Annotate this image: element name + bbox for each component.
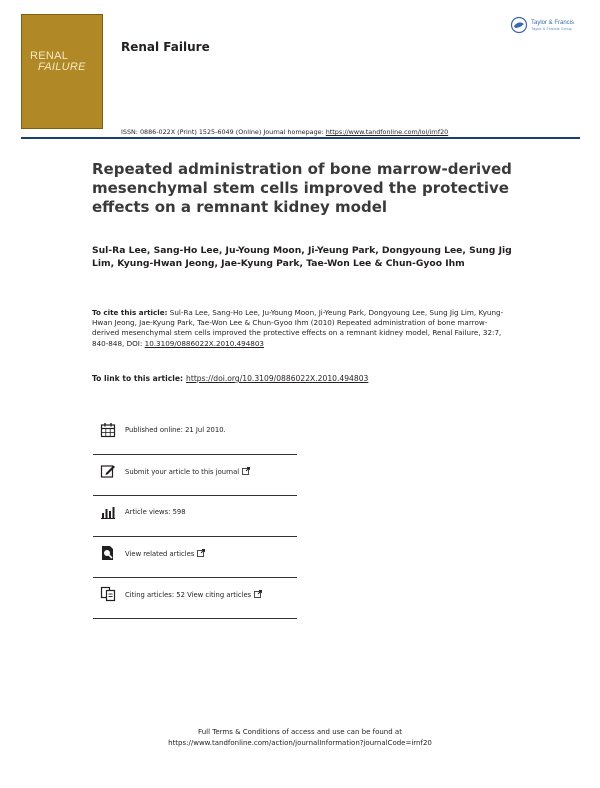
citation-label: To cite this article: <box>92 308 168 317</box>
article-views-row <box>93 496 297 537</box>
journal-cover <box>21 14 103 129</box>
publisher-name: Taylor & Francis <box>531 19 575 26</box>
issn-line <box>121 128 448 136</box>
cover-title-line2: FAILURE <box>38 61 86 73</box>
submit-article-link[interactable] <box>125 467 250 476</box>
footer-terms-link[interactable]: https://www.tandfonline.com/action/journalInformation?journalCode=irnf20 <box>168 739 432 747</box>
cover-title-line1: RENAL <box>30 50 69 62</box>
citation-doi-link[interactable]: 10.3109/0886022X.2010.494803 <box>144 338 265 348</box>
submit-article-text: Submit your article to this journal <box>125 468 240 476</box>
published-online-row <box>93 414 297 455</box>
journal-name: Renal Failure <box>121 40 210 54</box>
related-articles-text: View related articles <box>125 550 195 558</box>
edit-icon <box>100 463 116 479</box>
publisher-logo[interactable] <box>510 16 574 34</box>
citing-articles-row[interactable] <box>93 578 297 619</box>
citation-block <box>92 308 512 349</box>
publisher-globe-icon <box>510 16 528 34</box>
calendar-icon <box>100 422 116 438</box>
article-link-label: To link to this article: <box>92 374 184 383</box>
journal-homepage-link[interactable]: https://www.tandfonline.com/loi/irnf20 <box>325 128 449 136</box>
related-articles-link[interactable] <box>125 549 205 558</box>
article-views-text: Article views: 598 <box>125 508 186 516</box>
publisher-group: Taylor & Francis Group <box>531 25 572 31</box>
article-authors: Sul-Ra Lee, Sang-Ho Lee, Ju-Young Moon, Ji-Yeung Park, Dongyoung Lee, Sung Jig Lim, Kyung-Hwan Jeong, Jae-Kyung Park, Tae-Won Lee & Chun-Gyoo Ihm <box>92 245 512 269</box>
published-online-text: Published online: 21 Jul 2010. <box>125 426 226 434</box>
bar-chart-icon <box>100 504 116 520</box>
citation-text: Sul-Ra Lee, Sang-Ho Lee, Ju-Young Moon, Ji-Yeung Park, Dongyoung Lee, Sung Jig Lim, Kyung-Hwan Jeong, Jae-Kyung Park, Tae-Won Lee & Chun-Gyoo Ihm (2010) Repeated administration of bone marrow-derived mesenchymal stem cells improved the protective effects on a remnant kidney model, Renal Failure, 32:7, 840-848, DOI: <box>92 308 504 348</box>
citing-articles-icon <box>100 586 116 602</box>
header-divider <box>21 137 580 139</box>
footer-terms-text: Full Terms & Conditions of access and use can be found at <box>198 728 402 736</box>
issn-text: ISSN: 0886-022X (Print) 1525-6049 (Online) Journal homepage: <box>121 128 326 136</box>
terms-footer <box>0 727 600 749</box>
citing-articles-text: Citing articles: 52 View citing articles <box>125 591 252 599</box>
article-link-line <box>92 374 368 383</box>
external-link-icon <box>254 590 262 598</box>
citing-articles-link[interactable] <box>125 590 262 599</box>
external-link-icon <box>197 549 205 557</box>
article-doi-url[interactable]: https://doi.org/10.3109/0886022X.2010.494803 <box>186 374 369 383</box>
submit-article-row[interactable] <box>93 455 297 496</box>
search-document-icon <box>100 545 116 561</box>
article-info-list <box>93 414 297 619</box>
external-link-icon <box>242 467 250 475</box>
article-title: Repeated administration of bone marrow-derived mesenchymal stem cells improved the protective effects on a remnant kidney model <box>92 160 512 216</box>
related-articles-row[interactable] <box>93 537 297 578</box>
